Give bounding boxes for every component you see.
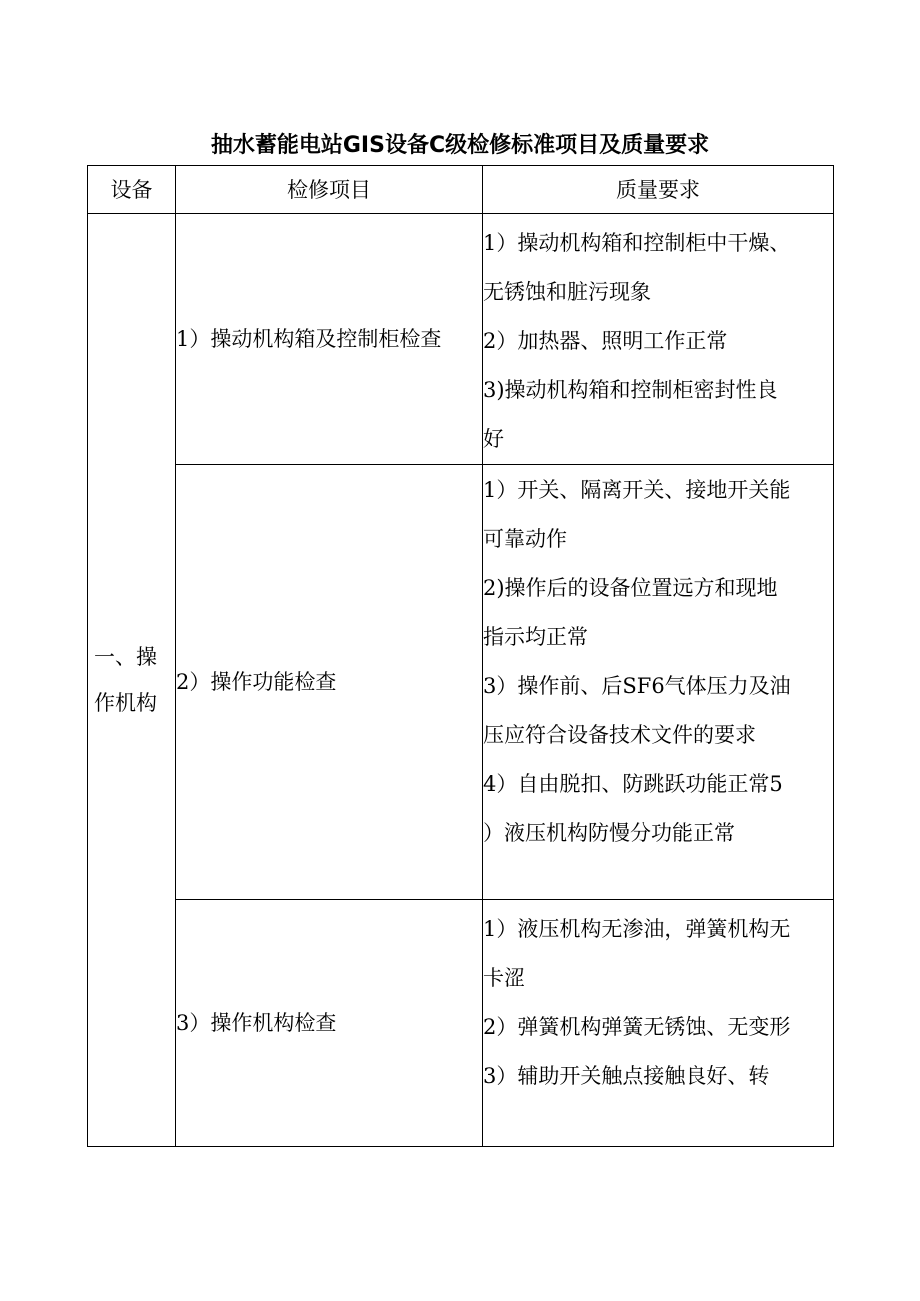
requirement-line: 1）液压机构无渗油，弹簧机构无 <box>483 917 791 941</box>
requirement-line: 无锈蚀和脏污现象 <box>483 280 651 304</box>
requirement-line: 4）自由脱扣、防跳跃功能正常5 <box>483 772 783 796</box>
table-row <box>88 214 834 465</box>
requirement-line: 2)操作后的设备位置远方和现地 <box>483 576 778 600</box>
requirement-line: ）液压机构防慢分功能正常 <box>483 821 735 845</box>
header-equipment: 设备 <box>88 166 176 214</box>
requirement-line: 3）操作前、后SF6气体压力及油 <box>483 674 791 698</box>
requirement-line: 1）开关、隔离开关、接地开关能 <box>483 478 791 502</box>
table-header-row <box>88 166 834 214</box>
requirement-line: 压应符合设备技术文件的要求 <box>483 723 756 747</box>
quality-requirement-cell <box>483 465 834 900</box>
inspection-item-cell: 1）操动机构箱及控制柜检查 <box>176 214 483 465</box>
table-row <box>88 900 834 1147</box>
requirement-line: 1）操动机构箱和控制柜中干燥、 <box>483 231 791 255</box>
header-quality-requirement: 质量要求 <box>483 166 834 214</box>
requirement-line: 可靠动作 <box>483 527 567 551</box>
requirement-line: 3）辅助开关触点接触良好、转 <box>483 1064 770 1088</box>
quality-requirement-cell <box>483 900 834 1147</box>
page-title: 抽水蓄能电站GIS设备C级检修标准项目及质量要求 <box>210 133 710 158</box>
table-row <box>88 465 834 900</box>
header-inspection-item: 检修项目 <box>176 166 483 214</box>
requirement-line: 卡涩 <box>483 966 525 990</box>
requirement-line: 3)操动机构箱和控制柜密封性良 <box>483 378 778 402</box>
requirement-line: 2）加热器、照明工作正常 <box>483 329 728 353</box>
inspection-item-cell: 2）操作功能检查 <box>176 465 483 900</box>
standards-table <box>87 165 834 1147</box>
requirement-line: 2）弹簧机构弹簧无锈蚀、无变形 <box>483 1015 791 1039</box>
quality-requirement-cell <box>483 214 834 465</box>
equipment-cell: 一、操作机构 <box>88 214 176 1147</box>
requirement-line: 好 <box>483 427 504 451</box>
inspection-item-cell: 3）操作机构检查 <box>176 900 483 1147</box>
requirement-line: 指示均正常 <box>483 625 588 649</box>
